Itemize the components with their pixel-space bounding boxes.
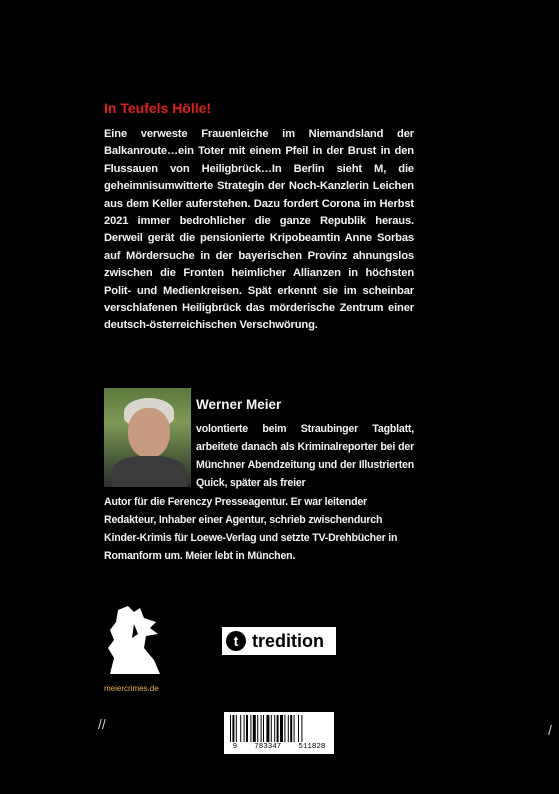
isbn-digit-group-2: 511828 bbox=[298, 743, 326, 751]
corner-mark-left: // bbox=[98, 716, 106, 732]
corner-mark-right: / bbox=[548, 722, 552, 738]
publisher-name: tredition bbox=[252, 630, 324, 651]
author-bio-top: volontierte beim Straubinger Tagblatt, arbeitete danach als Kriminalreporter bei der Münchner Abendzeitung und der Illustrierten Quick, später als freier bbox=[196, 423, 414, 489]
blurb-text: Eine verweste Frauenleiche im Niemandsland der Balkanroute…ein Toter mit einem Pfeil in der Brust in den Flussauen von Heiligbrück…In Berlin sieht M, die geheimnisumwitterte Strategin der Noch-Kanzlerin Leichen aus dem Keller auferstehen. Dazu fordert Corona im Herbst 2021 immer bedrohlicher die ganze Republik heraus. Derweil gerät die pensionierte Kripobeamtin Anne Sorbas auf Mördersuche in der bayerischen Provinz ahnungslos zwischen die Fronten heimlicher Allianzen in höchsten Polit- und Medienkreisen. Spät erkennt sie im scheinbar verschlafenen Heiligbrück das mörderische Zentrum einer deutsch-österreichischen Verschwörung. bbox=[104, 128, 414, 332]
author-bio-bottom: Autor für die Ferenczy Presseagentur. Er war leitender Redakteur, Inhaber einer Agentur, schrieb zwischendurch Kinder-Krimis für Loewe-Verlag und setzte TV-Drehbücher in Romanform um. Meier lebt in München. bbox=[104, 496, 398, 562]
isbn-digit-group-1: 783347 bbox=[254, 743, 282, 751]
isbn-digits bbox=[224, 743, 334, 751]
publisher-logo bbox=[222, 627, 336, 655]
silhouette-logo-icon bbox=[104, 604, 164, 676]
website-url: meiercrimes.de bbox=[104, 684, 159, 693]
author-photo bbox=[104, 388, 191, 487]
book-title: In Teufels Hölle! bbox=[104, 100, 212, 116]
barcode bbox=[224, 712, 334, 754]
author-name: Werner Meier bbox=[196, 397, 282, 412]
isbn-digit-prefix: 9 bbox=[232, 743, 238, 751]
barcode-bars bbox=[230, 715, 328, 742]
tredition-icon: t bbox=[226, 631, 246, 651]
